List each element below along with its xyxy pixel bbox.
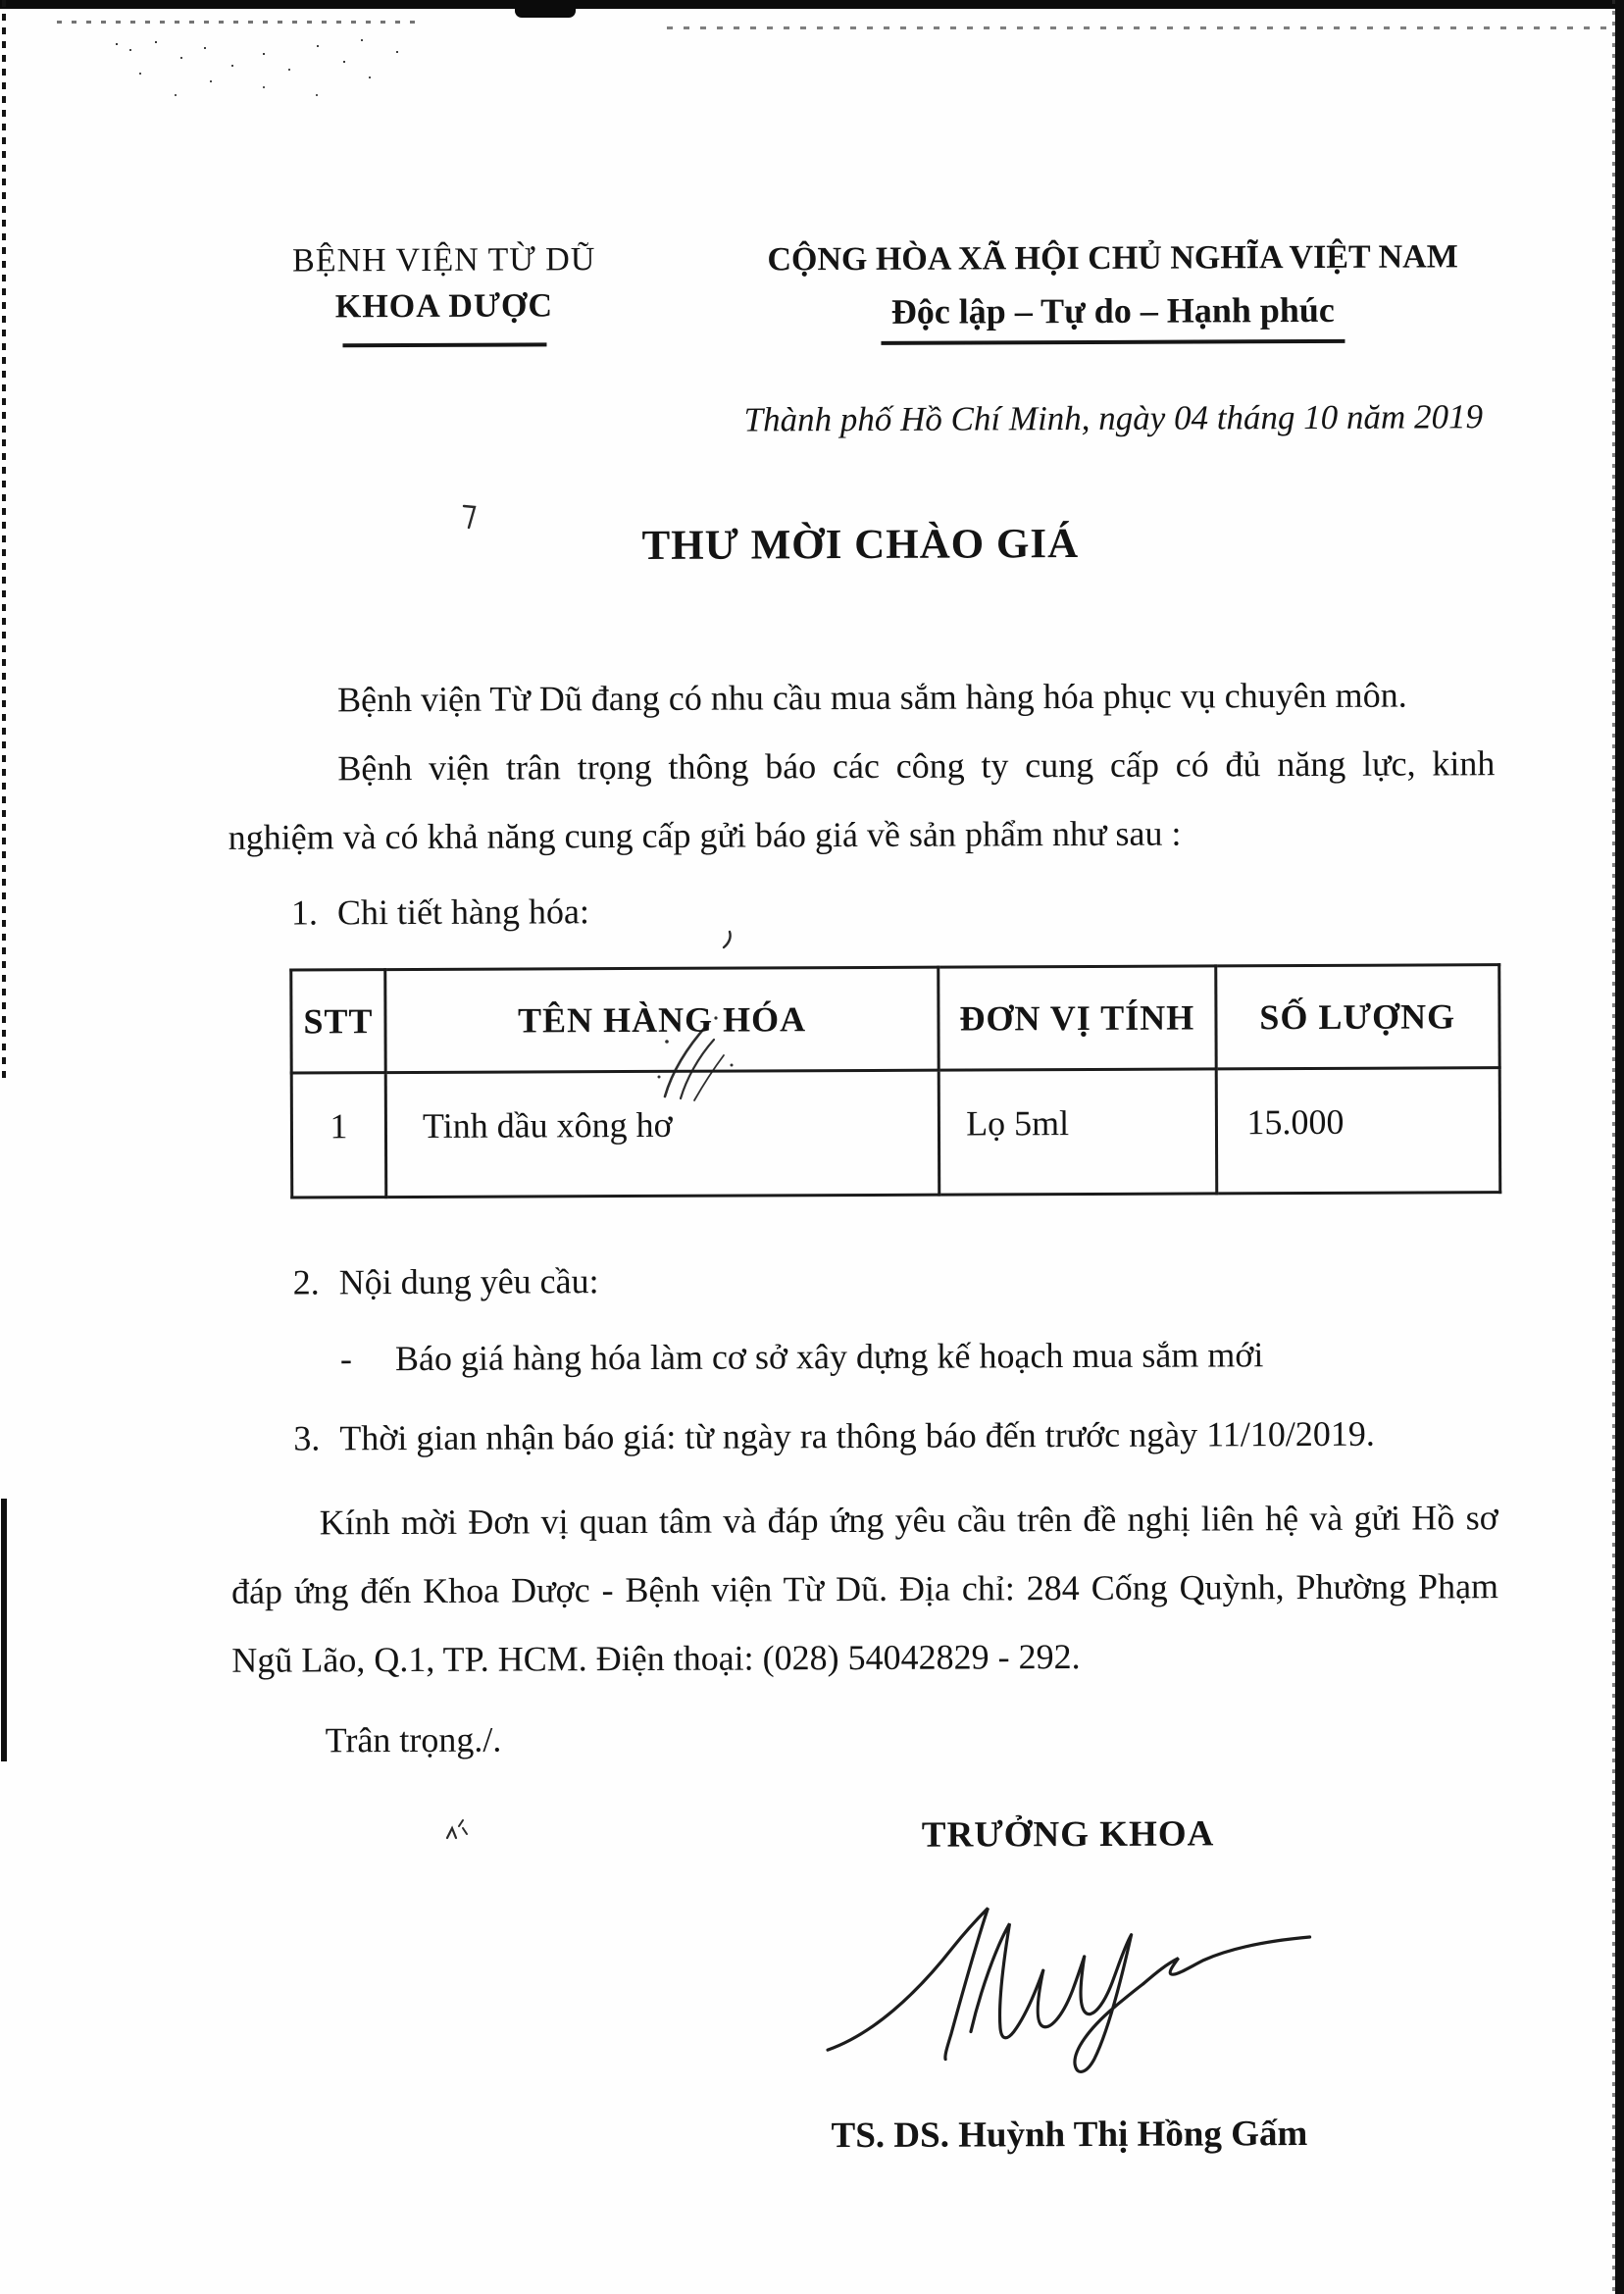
scan-noise-speckles [116,43,118,45]
table-header-name: TÊN HÀNG HÓA [385,967,939,1073]
cell-name: Tinh dầu xông hơ [385,1070,939,1198]
issuer-name: BỆNH VIỆN TỪ DŨ [292,241,596,280]
section-number: 2. [292,1262,320,1302]
table-row [291,1068,1500,1198]
document-title: THƯ MỜI CHÀO GIÁ [641,521,1080,570]
closing-line: Trân trọng./. [325,1719,502,1760]
table-header-stt: STT [291,969,385,1073]
section-1-heading [291,873,1496,947]
scan-top-edge-bar [0,0,1624,9]
signature-block [695,1798,1443,2172]
section-text: Nội dung yêu cầu: [338,1261,599,1302]
section-number: 1. [290,892,319,933]
signer-name: TS. DS. Huỳnh Thị Hồng Gấm [831,2113,1308,2156]
cell-stt: 1 [291,1073,386,1198]
document-content [226,235,1501,2173]
intro-paragraph: Bệnh viện Từ Dũ đang có nhu cầu mua sắm hàng hóa phục vụ chuyên môn. [336,675,1407,720]
scan-noise-dotted-line [57,21,415,24]
national-header-block [733,235,1493,345]
scan-right-edge-artifact [1615,0,1624,2294]
section-2-heading [292,1243,1497,1317]
table-header-qty: SỐ LƯỢNG [1215,965,1499,1069]
bullet-item [340,1320,1497,1394]
intro-paragraph: Bệnh viện trân trọng thông báo các công ty cung cấp có đủ năng lực, kinh nghiệm và có khả năng cung cấp gửi báo giá về sản phẩm như sau : [228,743,1496,858]
table-header-row [291,965,1499,1074]
goods-table [289,963,1501,1199]
signer-title: TRƯỞNG KHOA [921,1812,1215,1856]
scan-left-edge-artifact [1,1499,7,1761]
scan-top-edge-blob [515,9,576,18]
contact-paragraph: Kính mời Đơn vị quan tâm và đáp ứng yêu cầu trên đề nghị liên hệ và gửi Hồ sơ đáp ứng đến Khoa Dược - Bệnh viện Từ Dũ. Địa chỉ: 284 Cống Quỳnh, Phường Phạm Ngũ Lão, Q.1, TP. HCM. Điện thoại: (028) 54042829 - 292. [230,1497,1499,1680]
section-text: Chi tiết hàng hóa: [336,891,590,932]
bullet-marker: - [339,1339,353,1379]
handwritten-signature-image [813,1883,1324,2081]
table-header-unit: ĐƠN VỊ TÍNH [939,966,1216,1070]
section-number: 3. [293,1418,321,1458]
issuer-department: KHOA DƯỢC [334,286,554,325]
national-motto: Độc lập – Tự do – Hạnh phúc [882,287,1345,345]
scan-noise-dotted-line [667,26,1613,29]
issuer-block [292,239,596,347]
place-date-line: Thành phố Hồ Chí Minh, ngày 04 tháng 10 năm 2019 [743,397,1484,439]
document-header [226,235,1493,348]
section-3-heading [293,1399,1497,1473]
bullet-text: Báo giá hàng hóa làm cơ sở xây dựng kế hoạch mua sắm mới [394,1335,1264,1379]
issuer-underline [342,342,546,347]
scan-left-edge-artifact [2,0,6,1084]
section-text: Thời gian nhận báo giá: từ ngày ra thông báo đến trước ngày 11/10/2019. [339,1413,1375,1457]
cell-qty: 15.000 [1216,1068,1500,1194]
national-header: CỘNG HÒA XÃ HỘI CHỦ NGHĨA VIỆT NAM [767,238,1458,279]
cell-unit: Lọ 5ml [939,1069,1216,1195]
